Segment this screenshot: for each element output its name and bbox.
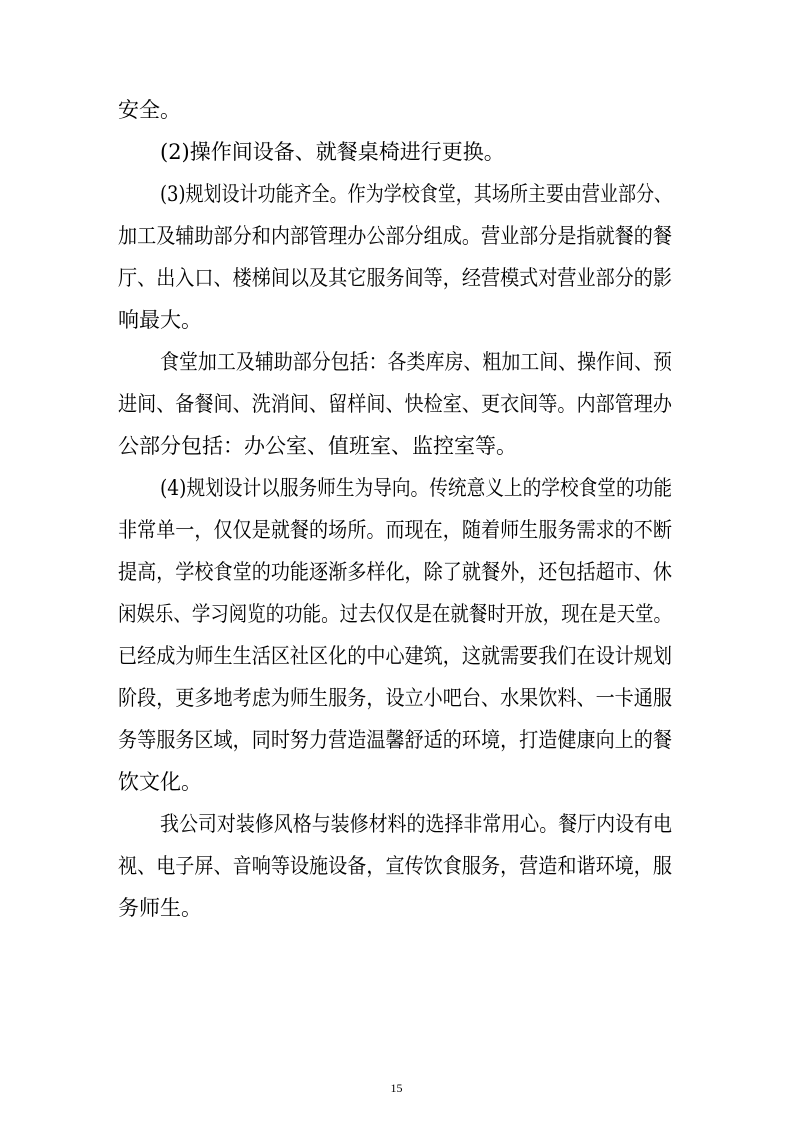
line-text: 务师生。 [118, 896, 202, 920]
line-text: 饮文化。 [118, 770, 202, 794]
text-line [0, 222, 793, 250]
text-line [0, 96, 793, 124]
text-line [0, 768, 793, 796]
line-text: 视、电子屏、音响等设施设备，宣传饮食服务，营造和谐环境，服 [118, 854, 672, 878]
line-text: 务等服务区域，同时努力营造温馨舒适的环境，打造健康向上的餐 [118, 728, 672, 752]
line-text: 安全。 [118, 98, 181, 122]
text-line [0, 264, 793, 292]
text-line [0, 642, 793, 670]
line-text: 厅、出入口、楼梯间以及其它服务间等，经营模式对营业部分的影 [118, 266, 672, 290]
text-line [0, 600, 793, 628]
text-line [0, 558, 793, 586]
line-text: 公部分包括：办公室、值班室、监控室等。 [118, 434, 517, 458]
text-line [0, 516, 793, 544]
text-line [0, 138, 793, 166]
line-text: (2)操作间设备、就餐桌椅进行更换。 [160, 140, 505, 164]
line-text: 进间、备餐间、洗消间、留样间、快检室、更衣间等。内部管理办 [118, 392, 672, 416]
line-text: (3)规划设计功能齐全。作为学校食堂，其场所主要由营业部分、 [160, 182, 672, 206]
line-text: 阶段，更多地考虑为师生服务，设立小吧台、水果饮料、一卡通服 [118, 686, 672, 710]
text-line [0, 894, 793, 922]
text-line [0, 726, 793, 754]
text-line [0, 390, 793, 418]
line-text: 已经成为师生生活区社区化的中心建筑，这就需要我们在设计规划 [118, 644, 672, 668]
text-line [0, 684, 793, 712]
line-text: 提高，学校食堂的功能逐渐多样化，除了就餐外，还包括超市、休 [118, 560, 672, 584]
text-line [0, 348, 793, 376]
text-line [0, 306, 793, 334]
line-text: 非常单一，仅仅是就餐的场所。而现在，随着师生服务需求的不断 [118, 518, 672, 542]
text-line [0, 474, 793, 502]
line-text: 食堂加工及辅助部分包括：各类库房、粗加工间、操作间、预 [160, 350, 672, 374]
line-text: 加工及辅助部分和内部管理办公部分组成。营业部分是指就餐的餐 [118, 224, 672, 248]
line-text: 闲娱乐、学习阅览的功能。过去仅仅是在就餐时开放，现在是天堂。 [118, 602, 672, 626]
text-line [0, 432, 793, 460]
text-line [0, 810, 793, 838]
page-number: 15 [390, 1081, 403, 1095]
line-text: 响最大。 [118, 308, 202, 332]
line-text: 我公司对装修风格与装修材料的选择非常用心。餐厅内设有电 [160, 812, 672, 836]
text-line [0, 180, 793, 208]
line-text: (4)规划设计以服务师生为导向。传统意义上的学校食堂的功能 [160, 476, 672, 500]
text-line [0, 852, 793, 880]
